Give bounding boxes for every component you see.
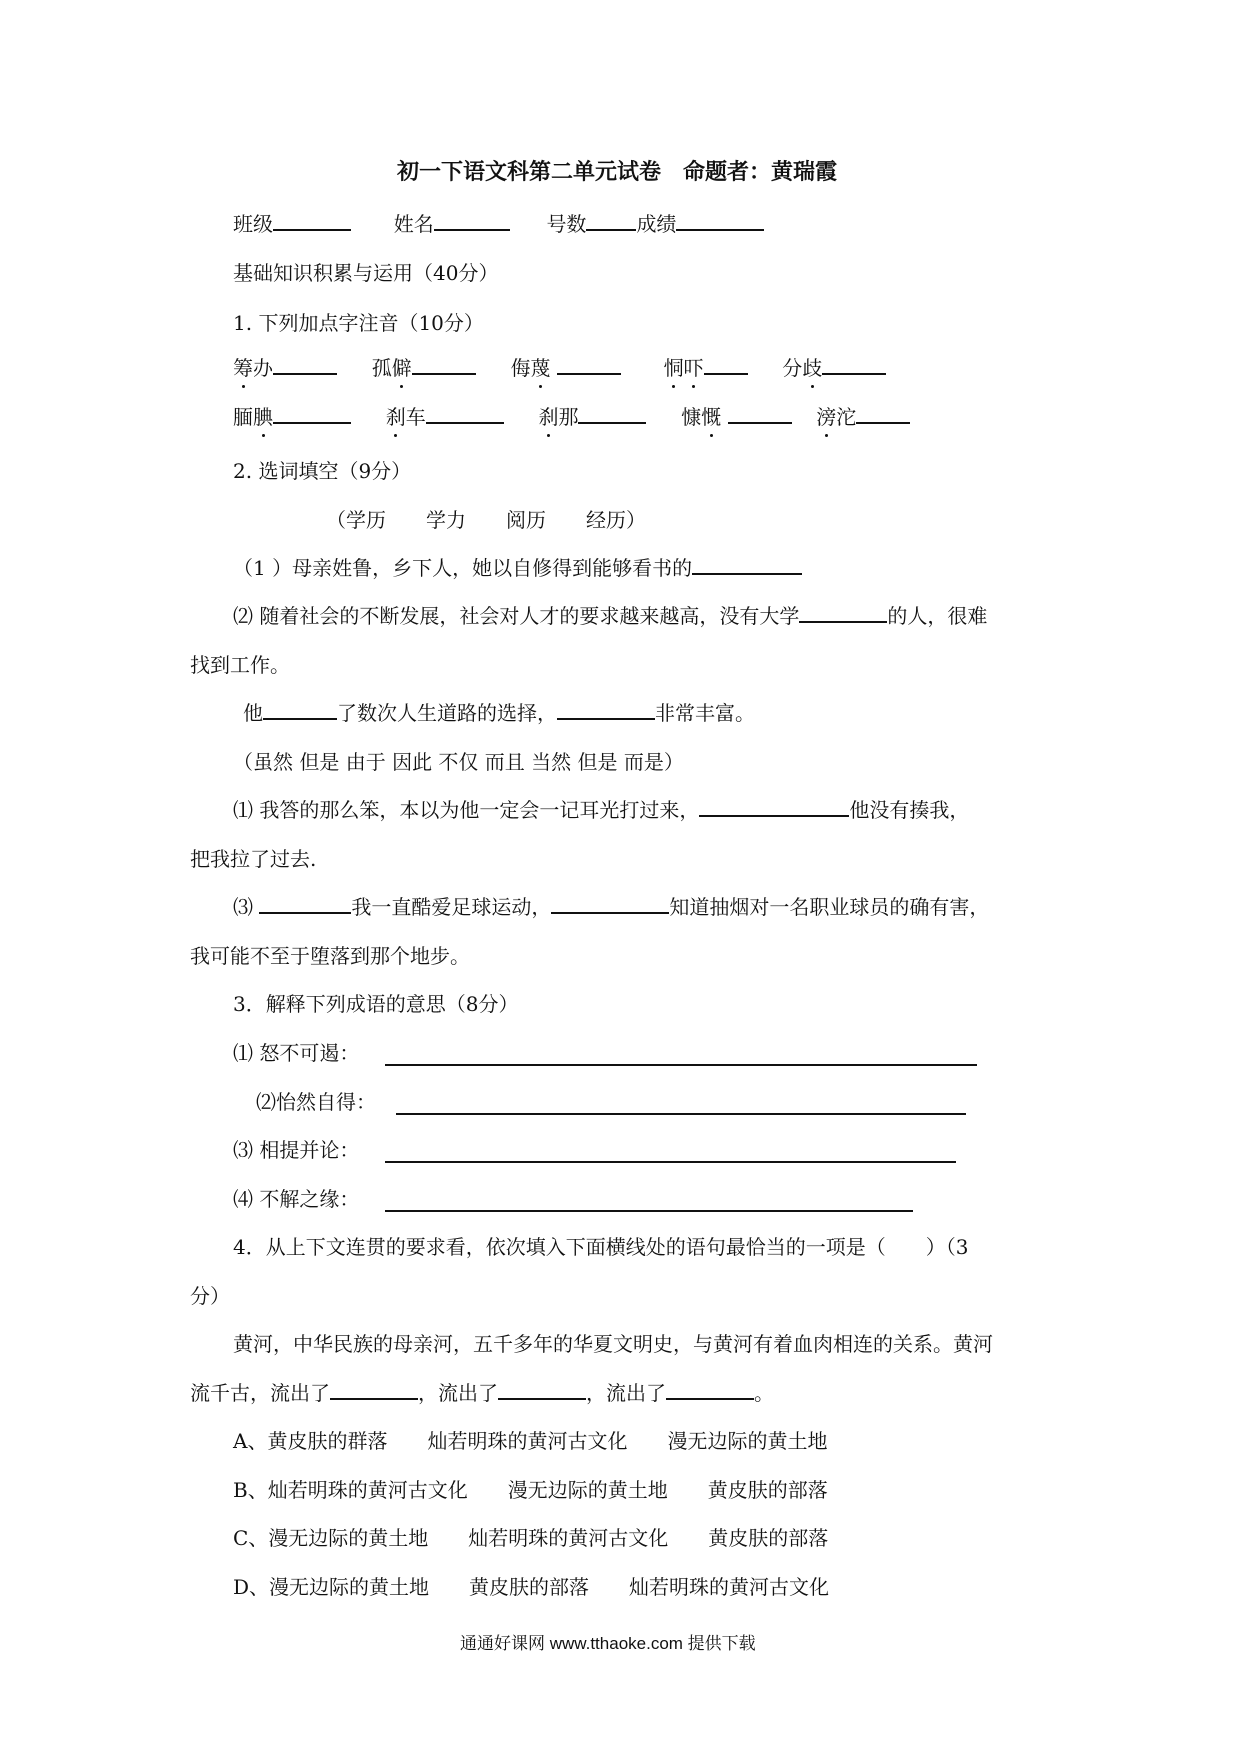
q4-passage-2: 流千古，流出了 ，流出了 ，流出了 。 xyxy=(190,1378,774,1408)
score-blank[interactable] xyxy=(676,209,764,231)
name-blank[interactable] xyxy=(434,209,510,231)
answer-blank[interactable] xyxy=(273,353,337,375)
q1-row2 xyxy=(233,402,910,432)
q3-item-3-answer-line[interactable] xyxy=(385,1161,956,1163)
q4-option-c[interactable]: C、漫无边际的黄土地 灿若明珠的黄河古文化 黄皮肤的部落 xyxy=(233,1526,829,1550)
q1-item: 筹办 xyxy=(233,356,337,380)
answer-blank[interactable] xyxy=(856,402,910,424)
q2-sentence-2: ⑵ 随着社会的不断发展，社会对人才的要求越来越高，没有大学 的人，很难 xyxy=(233,601,987,631)
number-blank[interactable] xyxy=(586,209,636,231)
answer-blank[interactable] xyxy=(263,698,337,720)
number-label: 号数 xyxy=(546,212,587,236)
q1-item: 分歧 xyxy=(782,356,886,380)
answer-blank[interactable] xyxy=(330,1378,418,1400)
answer-blank[interactable] xyxy=(273,402,351,424)
q2-sentence-3: 他 了数次人生道路的选择， 非常丰富。 xyxy=(243,698,755,728)
answer-blank[interactable] xyxy=(666,1378,754,1400)
answer-blank[interactable] xyxy=(704,353,748,375)
name-label: 姓名 xyxy=(393,212,434,236)
q4-passage-1: 黄河，中华民族的母亲河，五千多年的华夏文明史，与黄河有着血肉相连的关系。黄河 xyxy=(233,1332,993,1356)
q3-title: 3．解释下列成语的意思（8分） xyxy=(233,992,519,1016)
section-header: 基础知识积累与运用（40分） xyxy=(233,261,499,285)
q1-item: 侮蔑 xyxy=(510,356,620,380)
q3-item-1-label: ⑴ 怒不可遏： xyxy=(233,1041,360,1065)
q3-item-4-answer-line[interactable] xyxy=(385,1210,913,1212)
q3-item-1-answer-line[interactable] xyxy=(385,1064,977,1066)
q1-item: 滂沱 xyxy=(816,405,910,429)
q2-sentence-5-cont: 我可能不至于堕落到那个地步。 xyxy=(190,944,470,968)
answer-blank[interactable] xyxy=(799,601,887,623)
q1-item: 慷慨 xyxy=(681,405,791,429)
q3-item-2-label: ⑵怡然自得： xyxy=(256,1090,376,1114)
answer-blank[interactable] xyxy=(551,892,669,914)
q2-sentence-4: ⑴ 我答的那么笨，本以为他一定会一记耳光打过来， 他没有揍我， xyxy=(233,795,969,825)
answer-blank[interactable] xyxy=(699,795,849,817)
class-blank[interactable] xyxy=(273,209,351,231)
answer-blank[interactable] xyxy=(557,698,655,720)
answer-blank[interactable] xyxy=(412,353,476,375)
student-info-row xyxy=(233,209,764,239)
q2-sentence-1: （1 ）母亲姓鲁，乡下人，她以自修得到能够看书的 xyxy=(233,553,802,583)
answer-blank[interactable] xyxy=(692,553,802,575)
q2-sentence-5: ⑶ 我一直酷爱足球运动， 知道抽烟对一名职业球员的确有害， xyxy=(233,892,989,922)
answer-blank[interactable] xyxy=(259,892,351,914)
score-label: 成绩 xyxy=(636,212,677,236)
q2-title: 2. 选词填空（9分） xyxy=(233,459,412,483)
q1-item: 刹那 xyxy=(538,405,646,429)
footer-source: 通通好课网 www.tthaoke.com 提供下载 xyxy=(460,1634,756,1653)
q4-title-cont: 分） xyxy=(190,1284,230,1308)
q4-option-d[interactable]: D、漫无边际的黄土地 黄皮肤的部落 灿若明珠的黄河古文化 xyxy=(233,1575,830,1599)
answer-blank[interactable] xyxy=(578,402,646,424)
q4-title: 4．从上下文连贯的要求看，依次填入下面横线处的语句最恰当的一项是（ ）（3 xyxy=(233,1235,969,1259)
q3-item-4-label: ⑷ 不解之缘： xyxy=(233,1187,360,1211)
q1-row1 xyxy=(233,353,886,383)
q3-item-3-label: ⑶ 相提并论： xyxy=(233,1138,360,1162)
q1-item: 孤僻 xyxy=(372,356,476,380)
q4-option-b[interactable]: B、灿若明珠的黄河古文化 漫无边际的黄土地 黄皮肤的部落 xyxy=(233,1478,828,1502)
q3-item-2-answer-line[interactable] xyxy=(396,1113,966,1115)
answer-blank[interactable] xyxy=(557,353,621,375)
answer-blank[interactable] xyxy=(822,353,886,375)
q2-sentence-4-cont: 把我拉了过去. xyxy=(190,847,317,871)
q2-options-1: （学历 学力 阅历 经历） xyxy=(326,508,646,532)
page-title: 初一下语文科第二单元试卷 命题者：黄瑞霞 xyxy=(397,160,838,185)
q1-item: 腼腆 xyxy=(233,405,351,429)
class-label: 班级 xyxy=(233,212,273,236)
q2-options-2: （虽然 但是 由于 因此 不仅 而且 当然 但是 而是） xyxy=(233,750,684,774)
answer-blank[interactable] xyxy=(728,402,792,424)
answer-blank[interactable] xyxy=(498,1378,586,1400)
answer-blank[interactable] xyxy=(426,402,504,424)
q1-item: 刹车 xyxy=(386,405,504,429)
q1-title: 1. 下列加点字注音（10分） xyxy=(233,311,484,335)
q1-item: 恫吓 xyxy=(664,356,748,380)
q4-option-a[interactable]: A、黄皮肤的群落 灿若明珠的黄河古文化 漫无边际的黄土地 xyxy=(233,1429,828,1453)
q2-sentence-2-cont: 找到工作。 xyxy=(190,653,290,677)
